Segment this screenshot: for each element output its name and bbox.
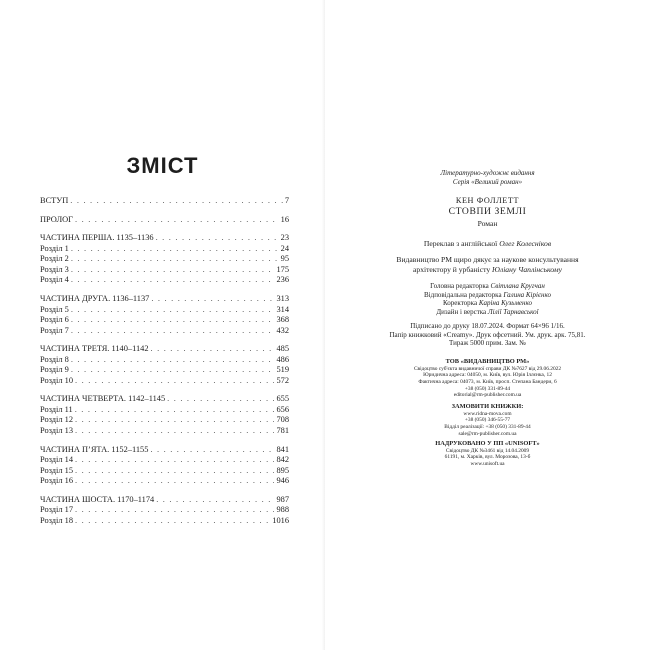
- print-info-line: Папір книжковий «Creamy». Друк офсетний. Ум. друк. арк. 75,81.: [389, 330, 586, 339]
- toc-entry-page: 314: [276, 304, 289, 314]
- toc-entry-page: 987: [276, 494, 289, 504]
- toc-leader-dots: [71, 265, 275, 276]
- toc-entry-page: 236: [276, 275, 289, 285]
- toc-entry: [40, 445, 289, 456]
- printer-line: Свідоцтво ДК №3461 від 14.04.2009: [445, 447, 530, 454]
- toc-entry-label: Розділ 12: [40, 415, 74, 425]
- toc-entry-page: 988: [276, 505, 289, 515]
- toc-leader-dots: [70, 196, 283, 207]
- toc-leader-dots: [75, 376, 274, 387]
- toc-entry-label: ЧАСТИНА ПЕРША. 1135–1136: [40, 233, 154, 243]
- toc-leader-dots: [75, 516, 270, 527]
- toc-entry: [40, 505, 289, 516]
- publisher-email: editorial@rm-publisher.com.ua: [453, 392, 522, 399]
- toc-title: ЗМІСТ: [126, 153, 199, 178]
- publisher-line: Фактична адреса: 04073, м. Київ, просп. Степана Бандери, 6: [418, 378, 557, 385]
- series-type: Літературно-художнє видання: [440, 169, 535, 177]
- printer-block: [325, 440, 650, 468]
- toc-entry-page: 7: [284, 196, 289, 205]
- printer-line: 61191, м. Харків, вул. Морозова, 13-б: [444, 454, 531, 461]
- toc-entry-page: 432: [276, 325, 289, 335]
- toc-entry: [40, 294, 289, 305]
- toc-entry: [40, 405, 289, 416]
- toc-leader-dots: [150, 445, 274, 456]
- toc-entry-page: 708: [276, 415, 289, 425]
- toc-gap: [40, 286, 289, 294]
- toc-entry-page: 655: [276, 394, 289, 404]
- toc-leader-dots: [71, 254, 279, 265]
- toc-entry-label: Розділ 6: [40, 315, 69, 325]
- publisher-name: ТОВ «ВИДАВНИЦТВО РМ»: [445, 358, 530, 365]
- toc-entry: [40, 215, 289, 226]
- toc-entry-label: Розділ 17: [40, 505, 74, 515]
- toc-leader-dots: [71, 355, 275, 366]
- orders-heading: ЗАМОВИТИ КНИЖКИ:: [451, 403, 524, 410]
- thanks-line-2: [325, 265, 650, 275]
- toc-leader-dots: [167, 394, 274, 405]
- toc-leader-dots: [71, 305, 275, 316]
- toc-gap: [40, 386, 289, 394]
- toc-entry-page: 23: [280, 233, 289, 243]
- toc-leader-dots: [71, 326, 275, 337]
- toc-entry-label: Розділ 18: [40, 515, 74, 525]
- toc-gap: [40, 436, 289, 444]
- toc-leader-dots: [156, 495, 274, 506]
- toc-gap: [40, 487, 289, 495]
- translation-prefix: Переклав з англійської: [423, 239, 498, 248]
- toc-entry-label: Розділ 15: [40, 465, 74, 475]
- toc-entry: [40, 466, 289, 477]
- toc-entry: [40, 376, 289, 387]
- toc-entry-label: Розділ 4: [40, 275, 69, 285]
- credit-name: Галина Кірієнко: [503, 290, 551, 299]
- toc-leader-dots: [75, 415, 274, 426]
- credit-line: [325, 291, 650, 300]
- toc-entry-page: 572: [276, 375, 289, 385]
- toc-entry-label: Розділ 3: [40, 264, 69, 274]
- toc-entry-page: 895: [276, 465, 289, 475]
- orders-website: www.ridna-mova.com: [463, 410, 512, 417]
- toc-entry-page: 519: [276, 365, 289, 375]
- toc-entry-page: 313: [276, 294, 289, 304]
- credit-name: Світлана Кругчан: [490, 282, 545, 290]
- credits: [325, 282, 650, 316]
- thanks-line-1: Видавництво РМ щиро дякує за наукове консультування: [396, 255, 579, 264]
- toc-entry-page: 16: [280, 214, 289, 224]
- toc-entry-page: 656: [276, 404, 289, 414]
- orders-sales-phone: Відділ реалізації: +38 (050) 331-89-44: [444, 423, 531, 430]
- publisher-line: Юридична адреса: 04050, м. Київ, вул. Юрія Іллєнка, 12: [423, 372, 552, 379]
- toc-entry-page: 368: [276, 315, 289, 325]
- toc-entry: [40, 254, 289, 265]
- book-title: СТОВПИ ЗЕМЛІ: [448, 206, 527, 217]
- toc-leader-dots: [75, 466, 274, 477]
- print-info: [325, 322, 650, 348]
- toc-entry-page: 175: [276, 264, 289, 274]
- toc-entry-page: 1016: [272, 515, 289, 525]
- toc-entry-label: ЧАСТИНА ТРЕТЯ. 1140–1142: [40, 344, 149, 354]
- toc-entry: [40, 516, 289, 527]
- toc-entry-page: 841: [276, 444, 289, 454]
- toc-leader-dots: [151, 344, 275, 355]
- toc-leader-dots: [71, 315, 275, 326]
- credit-name: Лілії Тарнавської: [487, 307, 539, 316]
- credit-name: Каріна Кузьменко: [478, 299, 532, 308]
- orders-phone: +38 (050) 346-55-77: [464, 417, 511, 424]
- toc-entry: [40, 495, 289, 506]
- toc-entry-page: 781: [276, 425, 289, 435]
- credit-role: Відповідальна редакторка: [424, 290, 502, 299]
- toc-entry-label: ЧАСТИНА ШОСТА. 1170–1174: [40, 494, 155, 504]
- toc-entry: [40, 355, 289, 366]
- toc-leader-dots: [156, 233, 279, 244]
- credit-role: Дизайн і верстка: [436, 307, 487, 316]
- toc-entry-label: Розділ 2: [40, 254, 69, 264]
- toc-entry-label: ЧАСТИНА ДРУГА. 1136–1137: [40, 294, 150, 304]
- toc-entry-label: ЧАСТИНА ЧЕТВЕРТА. 1142–1145: [40, 394, 166, 404]
- book-author: КЕН ФОЛЛЕТТ: [455, 196, 520, 205]
- toc-entry-page: 946: [276, 476, 289, 486]
- credit-line: [325, 308, 650, 317]
- toc-entry: [40, 315, 289, 326]
- toc-leader-dots: [71, 365, 275, 376]
- print-info-line: Підписано до друку 18.07.2024. Формат 64×96 1/16.: [410, 322, 565, 330]
- toc-entry: [40, 455, 289, 466]
- printer-heading: НАДРУКОВАНО У ПП «UNISOFT»: [435, 440, 540, 447]
- book-genre: Роман: [477, 219, 498, 228]
- credit-role: Головна редакторка: [430, 282, 489, 290]
- toc-leader-dots: [71, 244, 279, 255]
- credit-role: Коректорка: [442, 299, 478, 308]
- toc-list: [40, 196, 289, 526]
- toc-entry: [40, 344, 289, 355]
- toc-entry-label: Розділ 1: [40, 243, 69, 253]
- toc-entry-label: Розділ 5: [40, 304, 69, 314]
- toc-entry-label: Розділ 8: [40, 354, 69, 364]
- toc-entry: [40, 244, 289, 255]
- toc-entry: [40, 305, 289, 316]
- publisher-line: Свідоцтво суб'єкта видавничої справи ДК №7627 від 29.06.2022: [413, 365, 562, 372]
- toc-leader-dots: [75, 405, 275, 416]
- toc-leader-dots: [75, 455, 274, 466]
- toc-entry-label: ЧАСТИНА П’ЯТА. 1152–1155: [40, 444, 149, 454]
- toc-entry-label: ПРОЛОГ: [40, 214, 74, 224]
- toc-leader-dots: [151, 294, 274, 305]
- toc-leader-dots: [71, 275, 275, 286]
- toc-entry-page: 24: [280, 243, 289, 253]
- toc-entry-label: Розділ 11: [40, 404, 73, 414]
- toc-entry: [40, 415, 289, 426]
- toc-entry-page: 486: [276, 354, 289, 364]
- toc-gap: [40, 225, 289, 233]
- thanks-name: Юліану Чаплінському: [492, 264, 562, 274]
- toc-entry: [40, 365, 289, 376]
- toc-entry-page: 842: [276, 455, 289, 465]
- toc-leader-dots: [75, 476, 274, 487]
- credit-line: [325, 282, 650, 291]
- imprint-page: [325, 0, 650, 650]
- orders-email: sale@rm-publisher.com.ua: [458, 430, 517, 437]
- thanks-prefix: архітектору й урбаністу: [413, 264, 491, 274]
- print-info-line: Тираж 5000 прим. Зам. №: [449, 339, 526, 348]
- series-name: Серія «Великий роман»: [452, 177, 523, 186]
- toc-entry-label: Розділ 9: [40, 365, 69, 375]
- toc-leader-dots: [75, 505, 274, 516]
- toc-entry-page: 95: [280, 254, 289, 264]
- toc-leader-dots: [75, 215, 279, 226]
- toc-entry-label: Розділ 14: [40, 455, 74, 465]
- toc-entry: [40, 476, 289, 487]
- translator-name: Олег Колесніков: [499, 239, 552, 248]
- toc-entry: [40, 265, 289, 276]
- toc-entry-label: Розділ 7: [40, 325, 69, 335]
- credit-line: [325, 299, 650, 308]
- publisher-block: [325, 358, 650, 399]
- toc-leader-dots: [75, 426, 274, 437]
- publisher-phone: +38 (050) 331-89-44: [464, 385, 511, 392]
- orders-block: [325, 403, 650, 437]
- toc-gap: [40, 336, 289, 344]
- translation-line: [325, 239, 650, 249]
- toc-gap: [40, 207, 289, 215]
- toc-entry-page: 485: [276, 344, 289, 354]
- toc-entry: [40, 426, 289, 437]
- toc-entry-label: ВСТУП: [40, 196, 69, 205]
- toc-entry-label: Розділ 13: [40, 425, 74, 435]
- toc-entry: [40, 233, 289, 244]
- toc-entry: [40, 326, 289, 337]
- toc-entry-label: Розділ 10: [40, 375, 74, 385]
- toc-entry: [40, 196, 289, 207]
- printer-website: www.unisoft.ua: [470, 460, 505, 467]
- toc-entry: [40, 275, 289, 286]
- toc-entry: [40, 394, 289, 405]
- toc-entry-label: Розділ 16: [40, 476, 74, 486]
